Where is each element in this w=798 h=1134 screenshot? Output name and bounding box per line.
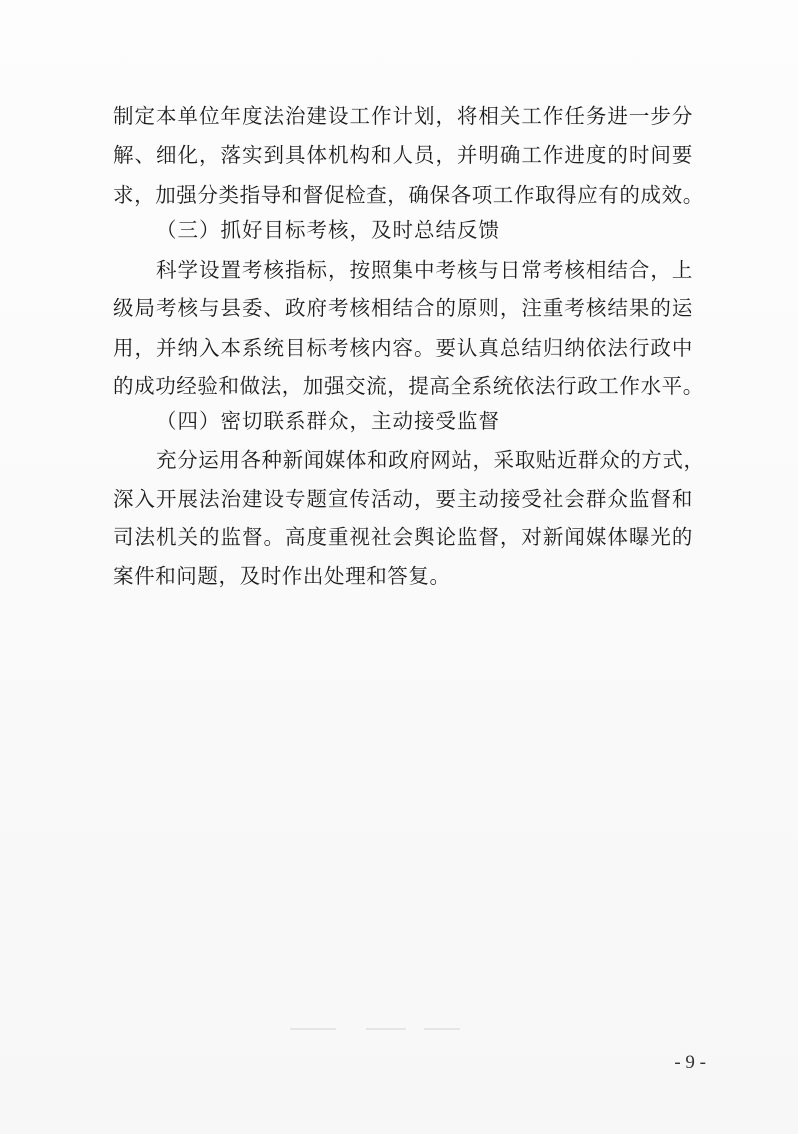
- body-text-line: 充分运用各种新闻媒体和政府网站，采取贴近群众的方式，: [156, 448, 705, 472]
- body-text-line: 制定本单位年度法治建设工作计划，将相关工作任务进一步分: [113, 104, 693, 128]
- section-heading: （三）抓好目标考核，及时总结反馈: [156, 218, 500, 242]
- body-text-line: 深入开展法治建设专题宣传活动，要主动接受社会群众监督和: [113, 487, 693, 511]
- body-text-line: 科学设置考核指标，按照集中考核与日常考核相结合，上: [156, 258, 693, 282]
- scan-artifact: [290, 1028, 336, 1030]
- body-text-line: 案件和问题，及时作出处理和答复。: [113, 564, 451, 588]
- body-text-line: 求，加强分类指导和督促检查，确保各项工作取得应有的成效。: [113, 183, 704, 207]
- scan-artifact: [366, 1028, 406, 1030]
- body-text-line: 级局考核与县委、政府考核相结合的原则，注重考核结果的运: [113, 296, 693, 320]
- section-heading: （四）密切联系群众，主动接受监督: [156, 409, 500, 433]
- page-number: - 9 -: [674, 1052, 706, 1073]
- body-text-line: 解、细化，落实到具体机构和人员，并明确工作进度的时间要: [113, 143, 693, 167]
- body-text-line: 司法机关的监督。高度重视社会舆论监督，对新闻媒体曝光的: [113, 525, 693, 549]
- body-text-line: 的成功经验和做法，加强交流，提高全系统依法行政工作水平。: [113, 374, 704, 398]
- body-text-line: 用，并纳入本系统目标考核内容。要认真总结归纳依法行政中: [113, 336, 693, 360]
- scan-artifact: [424, 1028, 460, 1030]
